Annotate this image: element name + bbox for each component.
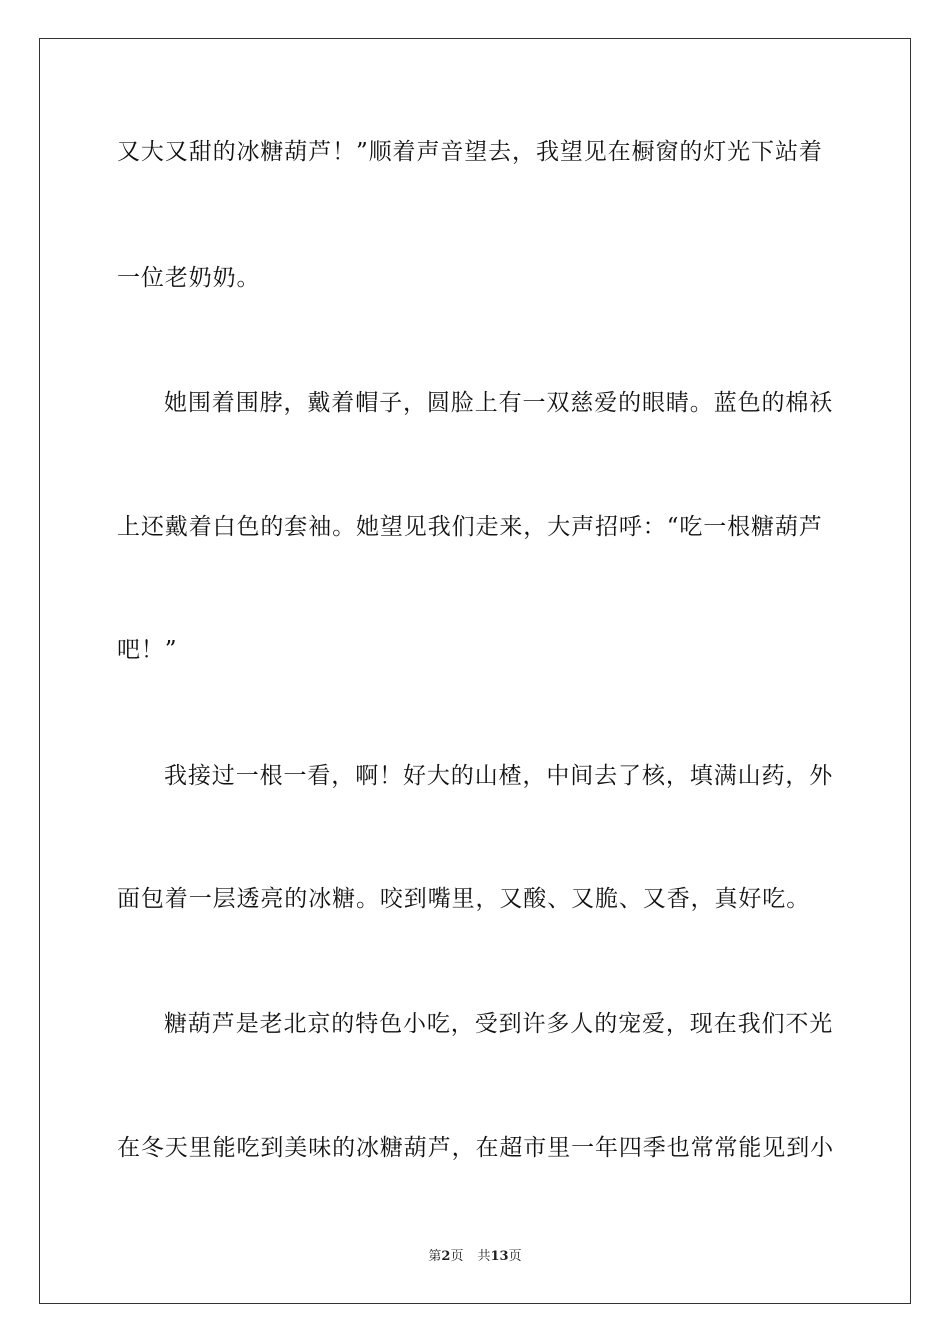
page-number: 2 xyxy=(441,1249,451,1264)
text-line: 又大又甜的冰糖葫芦！”顺着声音望去，我望见在橱窗的灯光下站着 xyxy=(117,139,823,165)
total-suffix: 页 xyxy=(508,1249,522,1264)
total-prefix: 共 xyxy=(477,1249,491,1264)
paragraph-first-line: 我接过一根一看，啊！好大的山楂，中间去了核，填满山药，外 xyxy=(164,763,834,789)
paragraph-first-line: 糖葫芦是老北京的特色小吃，受到许多人的宠爱，现在我们不光 xyxy=(164,1011,834,1037)
page-prefix: 第 xyxy=(428,1249,442,1264)
text-line: 一位老奶奶。 xyxy=(117,265,261,291)
text-line: 上还戴着白色的套袖。她望见我们走来，大声招呼：“吃一根糖葫芦 xyxy=(117,514,823,540)
page-suffix: 页 xyxy=(450,1249,464,1264)
text-line: 吧！” xyxy=(117,637,178,663)
text-line: 面包着一层透亮的冰糖。咬到嘴里，又酸、又脆、又香，真好吃。 xyxy=(117,886,811,912)
page-border xyxy=(39,38,911,1304)
paragraph-first-line: 她围着围脖，戴着帽子，圆脸上有一双慈爱的眼睛。蓝色的棉袄 xyxy=(164,390,834,416)
total-pages: 13 xyxy=(490,1249,509,1264)
page-footer xyxy=(0,1248,950,1266)
text-line: 在冬天里能吃到美味的冰糖葫芦，在超市里一年四季也常常能见到小 xyxy=(117,1135,834,1161)
